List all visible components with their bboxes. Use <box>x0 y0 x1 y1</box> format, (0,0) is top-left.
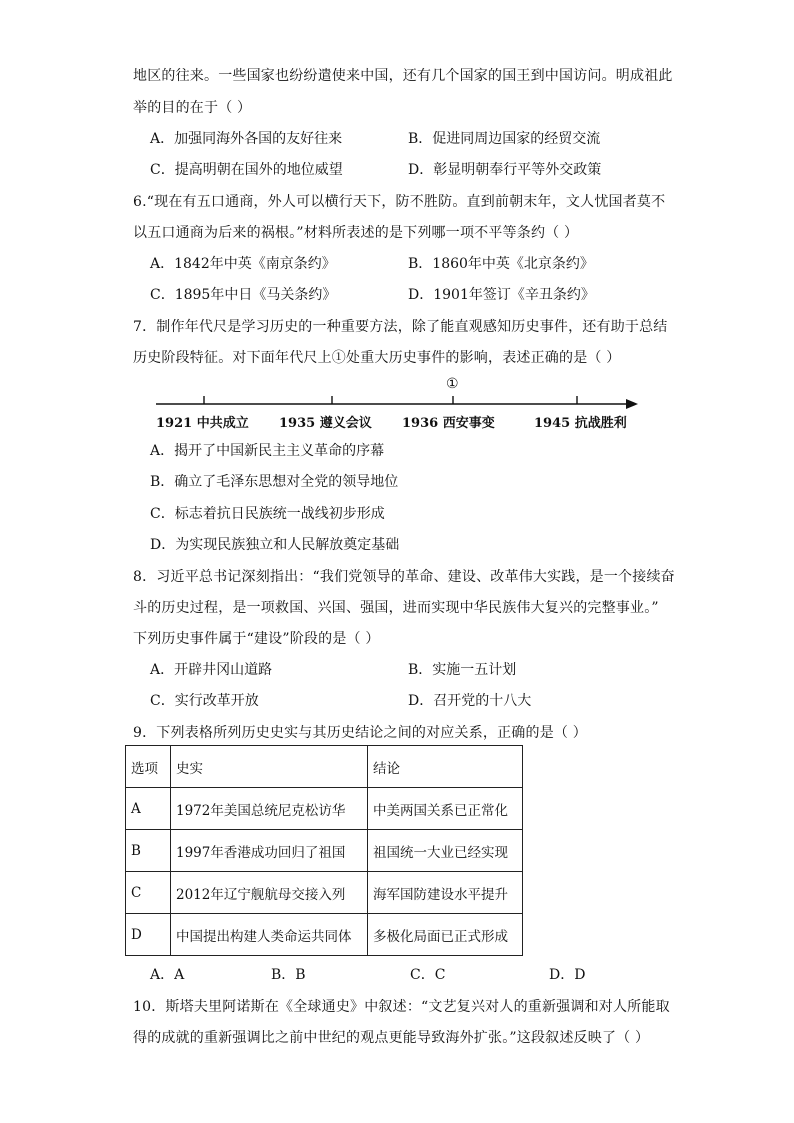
table-row <box>126 914 523 956</box>
table-cell: 祖国统一大业已经实现 <box>368 830 523 872</box>
q9-table <box>125 745 523 956</box>
q9-option-a: A．A <box>150 967 185 983</box>
table-row <box>126 788 523 830</box>
q9-line-1: 9．下列表格所列历史史实与其历史结论之间的对应关系，正确的是（ ） <box>133 725 587 741</box>
timeline-event-1921: 1921 中共成立 <box>156 416 249 431</box>
timeline-marker: ① <box>446 376 459 392</box>
q6-option-b: B．1860年中英《北京条约》 <box>408 256 594 272</box>
table-cell: D <box>126 914 171 956</box>
table-cell: C <box>126 872 171 914</box>
table-cell: 海军国防建设水平提升 <box>368 872 523 914</box>
q8-option-b: B．实施一五计划 <box>408 662 517 678</box>
table-header-cell: 史实 <box>171 746 368 788</box>
q6-option-d: D．1901年签订《辛丑条约》 <box>408 287 595 303</box>
q5-line-2: 举的目的在于（ ） <box>133 100 252 116</box>
table-header-cell: 选项 <box>126 746 171 788</box>
q5-option-c: C．提高明朝在国外的地位威望 <box>150 162 343 178</box>
table-cell: B <box>126 830 171 872</box>
q7-line-2: 历史阶段特征。对下面年代尺上①处重大历史事件的影响，表述正确的是（ ） <box>133 350 621 366</box>
q9-option-d: D．D <box>549 967 586 983</box>
q7-option-d: D．为实现民族独立和人民解放奠定基础 <box>150 537 400 553</box>
q7-option-b: B．确立了毛泽东思想对全党的领导地位 <box>150 474 399 490</box>
table-cell: 多极化局面已正式形成 <box>368 914 523 956</box>
table-header-cell: 结论 <box>368 746 523 788</box>
q8-line-1: 8．习近平总书记深刻指出：“我们党领导的革命、建设、改革伟大实践，是一个接续奋 <box>133 569 675 585</box>
q8-line-2: 斗的历史过程，是一项救国、兴国、强国，进而实现中华民族伟大复兴的完整事业。” <box>133 600 659 616</box>
q10-line-1: 10．斯塔夫里阿诺斯在《全球通史》中叙述：“文艺复兴对人的重新强调和对人所能取 <box>133 999 670 1015</box>
timeline-axis <box>150 378 640 412</box>
q6-option-c: C．1895年中日《马关条约》 <box>150 287 337 303</box>
timeline <box>150 378 640 434</box>
table-cell: 中国提出构建人类命运共同体 <box>171 914 368 956</box>
table-row <box>126 872 523 914</box>
table-cell: 2012年辽宁舰航母交接入列 <box>171 872 368 914</box>
table-cell: A <box>126 788 171 830</box>
q7-option-c: C．标志着抗日民族统一战线初步形成 <box>150 506 385 522</box>
q9-option-b: B．B <box>271 967 306 983</box>
table-row <box>126 830 523 872</box>
q5-line-1: 地区的往来。一些国家也纷纷遣使来中国，还有几个国家的国王到中国访问。明成祖此 <box>133 68 673 84</box>
q6-line-2: 以五口通商为后来的祸根。”材料所表述的是下列哪一项不平等条约（ ） <box>133 225 579 241</box>
table-cell: 1997年香港成功回归了祖国 <box>171 830 368 872</box>
timeline-event-1936: 1936 西安事变 <box>402 416 495 431</box>
timeline-event-1945: 1945 抗战胜利 <box>534 416 627 431</box>
q9-option-c: C．C <box>410 967 446 983</box>
q8-line-3: 下列历史事件属于“建设”阶段的是（ ） <box>133 631 380 647</box>
q7-line-1: 7．制作年代尺是学习历史的一种重要方法，除了能直观感知历史事件，还有助于总结 <box>133 319 668 335</box>
timeline-event-1935: 1935 遵义会议 <box>279 416 372 431</box>
q6-line-1: 6.“现在有五口通商，外人可以横行天下，防不胜防。直到前朝末年，文人忧国者莫不 <box>133 194 666 210</box>
q8-option-a: A．开辟井冈山道路 <box>150 662 273 678</box>
q10-line-2: 得的成就的重新强调比之前中世纪的观点更能导致海外扩张。”这段叙述反映了（ ） <box>133 1030 650 1046</box>
q5-option-a: A．加强同海外各国的友好往来 <box>150 131 343 147</box>
table-header-row <box>126 746 523 788</box>
q5-option-d: D．彰显明朝奉行平等外交政策 <box>408 162 602 178</box>
q6-option-a: A．1842年中英《南京条约》 <box>150 256 336 272</box>
q5-option-b: B．促进同周边国家的经贸交流 <box>408 131 601 147</box>
q7-option-a: A．揭开了中国新民主主义革命的序幕 <box>150 443 385 459</box>
timeline-arrow-icon <box>626 399 638 409</box>
q8-option-d: D．召开党的十八大 <box>408 693 532 709</box>
table-cell: 中美两国关系已正常化 <box>368 788 523 830</box>
q8-option-c: C．实行改革开放 <box>150 693 259 709</box>
table-cell: 1972年美国总统尼克松访华 <box>171 788 368 830</box>
